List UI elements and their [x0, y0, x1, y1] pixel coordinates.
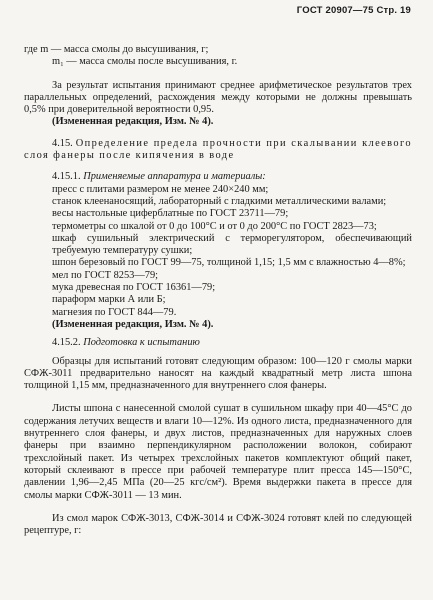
legend-m1: m₁ — масса смолы после высушивания, г. — [52, 56, 238, 68]
section-4-15-heading — [24, 138, 412, 163]
list-item: станок клеенаносящий, лабораторный с гладкими металлическими валами; — [52, 195, 387, 207]
result-paragraph: За результат испытания принимают среднее арифметическое результатов трех параллельных определений, расхождения между которыми не должны превышать 0,5% при доверительной вероятности 0,95. — [24, 79, 412, 116]
preparation-paragraph-1: Образцы для испытаний готовят следующим образом: 100—120 г смолы марки СФЖ-3011 предварительно наносят на каждый квадратный метр листа шпона толщиной 1,15 мм, предназначенного для внутреннего слоя фанеры. — [24, 355, 412, 392]
section-4-15-number: 4.15. — [52, 137, 73, 149]
section-4-15-title: Определение предела прочности при скалывании клеевого слоя фанеры после кипячения в воде — [24, 137, 412, 162]
section-4-15-1-title: Применяемые аппаратура и материалы: — [83, 171, 266, 183]
list-item: пресс с плитами размером не менее 240×240 мм; — [52, 183, 269, 195]
section-4-15-1-heading — [24, 171, 412, 183]
page-header — [297, 5, 411, 17]
equipment-list — [24, 184, 412, 319]
preparation-paragraph-3: Из смол марок СФЖ-3013, СФЖ-3014 и СФЖ-3024 готовят клей по следующей рецептуре, г: — [24, 512, 412, 537]
list-item: мука древесная по ГОСТ 16361—79; — [52, 282, 216, 294]
list-item: весы настольные циферблатные по ГОСТ 23711—79; — [52, 208, 289, 220]
legend-m: где m — масса смолы до высушивания, г; — [24, 44, 209, 55]
list-item: шкаф сушильный электрический с терморегулятором, обеспечивающий требуемую температуру сушки; — [52, 232, 412, 257]
section-4-15-2-heading — [24, 337, 412, 349]
list-item: мел по ГОСТ 8253—79; — [52, 269, 159, 281]
edition-note-1: (Измененная редакция, Изм. № 4). — [52, 116, 214, 128]
section-4-15-2-number: 4.15.2. — [52, 337, 81, 349]
edition-note-2: (Измененная редакция, Изм. № 4). — [52, 318, 214, 330]
standard-number: ГОСТ 20907—75 — [296, 5, 374, 16]
preparation-paragraph-2: Листы шпона с нанесенной смолой сушат в сушильном шкафу при 40—45°С до содержания летучих веществ и влаги 10—12%. Из одного листа, предназначенного для внутреннего слоя фанеры, и двух листов, предназначенных для наружных слоев фанеры при взаимно перпендикулярном расположении волокон, собирают трехслойный пакет. Из четырех трехслойных пакетов комплектуют общий пакет, который склеивают в прессе при рабочей температуре плит пресса 145—150°С, давлении 1,96—2,45 МПа (20—25 кгс/см²). Время выдержки пакета в прессе для смолы марки СФЖ-3011 — 13 мин. — [24, 403, 412, 501]
list-item: термометры со шкалой от 0 до 100°С и от 0 до 200°С по ГОСТ 2823—73; — [52, 220, 377, 232]
list-item: шпон березовый по ГОСТ 99—75, толщиной 1,15; 1,5 мм с влажностью 4—8%; — [52, 257, 406, 269]
section-4-15-2-title: Подготовка к испытанию — [83, 337, 200, 349]
page-number: Стр. 19 — [376, 5, 411, 16]
section-4-15-1-number: 4.15.1. — [52, 171, 81, 183]
document-body — [24, 44, 412, 537]
list-item: параформ марки А или Б; — [52, 294, 166, 306]
list-item: магнезия по ГОСТ 844—79. — [52, 306, 177, 318]
